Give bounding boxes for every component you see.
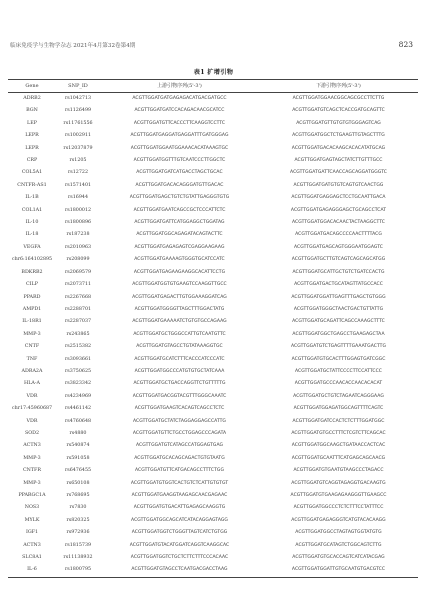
- reverse-primer-cell: ACGTTGGATGATTCAACCAGCAGGATGGGTC: [290, 170, 387, 176]
- gene-cell: BGN: [26, 108, 38, 114]
- reverse-primer-cell: ACGTTGGATGGCTGAGCCTGAAGAGCTAA: [292, 331, 385, 337]
- gene-cell: ACTN3: [23, 542, 41, 548]
- table-row: [8, 564, 418, 577]
- gene-cell: CNTFR-AS1: [17, 182, 47, 188]
- forward-primer-cell: ACGTTGGATGAATCAGCCGCTCCCATTCTC: [133, 207, 226, 213]
- table-row: [8, 93, 418, 106]
- snp-id-cell: rs2010963: [64, 244, 92, 250]
- reverse-primer-cell: ACGTTGGATGAGCAGTGGGAATGGAGTC: [294, 244, 383, 250]
- running-header: 临床免疫学与生物学杂志 2021年4月第32卷第4期: [10, 43, 136, 49]
- table-row: [8, 130, 418, 142]
- snp-id-cell: rs4234969: [64, 393, 92, 399]
- forward-primer-cell: ACGTTGGATGTTCTGCCTGGAGCCCAGATA: [132, 430, 227, 436]
- reverse-primer-cell: ACGTTGGATGGCTCTGAAGTTGTAGCTTTG: [292, 133, 385, 139]
- forward-primer-cell: ACGTTGGATGAAAAGTGGGTGCATCCATC: [134, 257, 225, 263]
- table-row: [8, 229, 418, 241]
- table-row: [8, 428, 418, 440]
- table-row: [8, 329, 418, 341]
- reverse-primer-cell: ACGTTGGATGTGAAGAGAAGGGTTGAAGCC: [290, 493, 387, 498]
- snp-id-cell: rs12722: [67, 170, 88, 176]
- reverse-primer-cell: ACGTTGGATGACACAAGCACACATATGCAG: [291, 145, 386, 151]
- primer-table: [8, 79, 418, 578]
- gene-cell: IL-18: [25, 232, 39, 238]
- gene-cell: LEPR: [25, 145, 39, 151]
- snp-id-cell: rs243865: [66, 331, 90, 337]
- gene-cell: HLA-A: [24, 381, 40, 387]
- forward-primer-cell: ACGTTGGATGAGACTTGTGGAAAGGATCAG: [132, 294, 227, 300]
- forward-primer-cell: ACGTTGGATGACGGTACGTTTGGGCAAATC: [132, 393, 227, 399]
- forward-primer-cell: ACGTTGGATGGTTTGTCAATCCCTTGGCTC: [133, 158, 226, 164]
- snp-id-cell: rs4760648: [64, 418, 92, 424]
- reverse-primer-cell: ACGTTGGATGTGCCTTTCTCGTCTTCAGCAC: [291, 430, 386, 436]
- reverse-primer-cell: ACGTTGGATGGGCTAACTGACTGTTATTG: [293, 306, 384, 312]
- snp-id-cell: rs2267668: [64, 294, 92, 300]
- table-row: [8, 354, 418, 366]
- reverse-primer-cell: ACGTTGGATGACTGCATAGTTATGCCACC: [294, 282, 383, 288]
- table-row: [8, 143, 418, 155]
- forward-primer-cell: ACGTTGGATGTAGCCTCAATGACGACCTAAG: [131, 567, 228, 573]
- snp-id-cell: rs2515382: [64, 344, 92, 350]
- table-row: [8, 341, 418, 353]
- gene-cell: COL1A1: [21, 207, 43, 213]
- table-header-row: [8, 80, 418, 93]
- snp-id-cell: rs3750625: [64, 368, 92, 374]
- forward-primer-cell: ACGTTGGATGTTCACCCTTCAAGGTCCTTC: [133, 120, 226, 126]
- gene-cell: LEP: [27, 120, 37, 126]
- gene-cell: VDR: [26, 393, 38, 399]
- forward-primer-cell: ACGTTGGATGGTGTGAAGTCCAAGGTTGCC: [132, 282, 227, 288]
- gene-cell: IL-1B: [25, 195, 39, 201]
- forward-primer-cell: ACGTTGGATGAGAAGAAGGCACATTCCTG: [133, 269, 226, 275]
- snp-id-cell: rs4461142: [64, 406, 92, 412]
- gene-cell: PPARGC1A: [18, 493, 46, 498]
- page-number: 823: [398, 40, 413, 49]
- table-row: [8, 316, 418, 328]
- table-row: [8, 490, 418, 502]
- snp-id-cell: rs208099: [66, 257, 90, 263]
- reverse-primer-cell: ACGTTGGATGGATTGAGTTTGAGCTGTGGG: [291, 294, 386, 300]
- snp-id-cell: rs4880: [69, 430, 87, 436]
- reverse-primer-cell: ACGTTGGATGGAACGGCAGCGCCTTCTTG: [292, 96, 385, 101]
- gene-cell: CNTFR: [22, 468, 41, 474]
- table-row: [8, 540, 418, 552]
- snp-id-cell: rs768695: [66, 493, 90, 498]
- reverse-primer-cell: ACGTTGGATGTCTGAGTTTTGAAATGACTTG: [290, 344, 387, 350]
- gene-cell: TNF: [26, 356, 38, 362]
- forward-primer-cell: ACGTTGGATGGCAGCATCATACAGGAGTAGG: [131, 517, 228, 523]
- snp-id-cell: rs2288701: [64, 306, 92, 312]
- gene-cell: chr6:164102895: [11, 257, 53, 263]
- table-row: [8, 515, 418, 527]
- snp-id-cell: rs820325: [66, 517, 90, 523]
- forward-primer-cell: ACGTTGGATGAAGGTAAGAGCAACGAGAAC: [131, 493, 228, 498]
- snp-id-cell: rs1571401: [64, 182, 92, 188]
- table-row: [8, 267, 418, 279]
- reverse-primer-cell: ACGTTGGATGTCAGCTCACCGATGCAGTTC: [292, 108, 385, 114]
- gene-cell: MYLK: [24, 517, 40, 523]
- reverse-primer-cell: ACGTTGGATGTGAATGTAAGCCCTAGACC: [293, 468, 384, 474]
- snp-id-cell: rs1002911: [64, 133, 92, 139]
- gene-cell: SOD2: [24, 430, 40, 436]
- forward-primer-cell: ACGTTGGATGGCCCATGTGTGCTATCAAA: [134, 368, 225, 374]
- gene-cell: CRP: [26, 158, 38, 164]
- forward-primer-cell: ACGTTGGATGAAGTCACAGTCAGCCTCTC: [134, 406, 225, 412]
- snp-id-cell: rs1042713: [64, 96, 92, 101]
- reverse-primer-cell: ACGTTGGATGCAGATTCAGCCAAAGCTTTC: [292, 319, 385, 325]
- reverse-primer-cell: ACGTTGGATGTTGTGTGTGGGAGTCAG: [296, 120, 381, 126]
- gene-cell: CILP: [26, 282, 38, 288]
- reverse-primer-cell: ACGTTGGATGTGCACTTTGGAGTGATCGGC: [291, 356, 386, 362]
- table-row: [8, 552, 418, 564]
- forward-primer-cell: ACGTTGGATGAGGATGAGGATTTGATGGGAG: [130, 133, 229, 139]
- table-row: [8, 502, 418, 514]
- forward-primer-cell: ACGTTGGATGTAGCCTGTATAAAGGTGC: [136, 344, 223, 350]
- gene-cell: NOS3: [24, 505, 40, 511]
- reverse-primer-cell: ACGTTGGATGCATAGTCTGGCAGTCTTG: [295, 542, 382, 548]
- table-row: [8, 279, 418, 291]
- snp-id-cell: rs6476455: [64, 468, 92, 474]
- reverse-primer-cell: ACGTTGGATGAGAGGGAGCTGCAGCCTCAT: [290, 207, 387, 213]
- table-row: [8, 465, 418, 477]
- forward-primer-cell: ACGTTGGATGTACATGGATCAGGTCAAGGCAC: [129, 542, 230, 548]
- reverse-primer-cell: ACGTTGGATGCTGTCTAGAATCAGGGAAG: [293, 393, 384, 399]
- reverse-primer-cell: ACGTTGGATGATGTGTCAGTGTCAACTGG: [293, 182, 384, 188]
- forward-primer-cell: ACGTTGGATGAGAGAGTCGAGGAAGAAG: [134, 244, 225, 250]
- table-row: [8, 478, 418, 490]
- table-row: [8, 254, 418, 266]
- gene-cell: BDKRB2: [21, 269, 43, 275]
- forward-primer-cell: ACGTTGGATGTGGTCACTGTCTCATTGTGTGT: [130, 480, 229, 486]
- forward-primer-cell: ACGTTGGATGGAATGGAAACACATAAAGTGC: [130, 145, 229, 151]
- reverse-primer-cell: ACGTTGGATGCAATTTCATGAGCAGCAACG: [291, 455, 386, 461]
- table-row: [8, 304, 418, 316]
- reverse-primer-cell: ACGTTGGATGTCAGGTAGAGGTGACAAGTG: [291, 480, 386, 486]
- reverse-primer-cell: ACGTTGGATGAGGAGCTCCTGCAATTGACA: [291, 195, 386, 201]
- gene-cell: MMP-3: [23, 455, 41, 461]
- forward-primer-cell: ACGTTGGATGGTCTGCTCTTCTTTCCCACAAC: [130, 555, 229, 561]
- reverse-primer-cell: ACGTTGGATGTGCACCAGTCATCATACGAG: [292, 555, 385, 561]
- gene-cell: VDR: [26, 418, 38, 424]
- table-row: [8, 453, 418, 465]
- table-row: [8, 118, 418, 130]
- snp-id-cell: rs1205: [69, 158, 87, 164]
- forward-primer-cell: ACGTTGGATGCATCTTTCACCCATCCCATC: [134, 356, 225, 362]
- table-row: [8, 292, 418, 304]
- table-row: [8, 180, 418, 192]
- table-row: [8, 155, 418, 167]
- snp-id-cell: rs1815739: [64, 542, 92, 548]
- gene-cell: chr17:45960687: [11, 406, 53, 412]
- forward-primer-cell: ACGTTGGATGCTGGGCCATTGTCAATGTTC: [133, 331, 226, 337]
- gene-cell: IL-18R1: [22, 319, 42, 325]
- snp-id-cell: rs1800012: [64, 207, 92, 213]
- table-row: [8, 391, 418, 403]
- gene-cell: IL-10: [25, 220, 39, 226]
- reverse-primer-cell: ACGTTGGATGGAGATGGCAGTTTTCAGTC: [293, 406, 384, 412]
- table-row: [8, 167, 418, 179]
- snp-id-cell: rs12037879: [63, 145, 93, 151]
- forward-primer-cell: ACGTTGGATGCACAGCAGACTGTGTAATG: [134, 455, 225, 461]
- gene-cell: SLC8A1: [22, 555, 42, 561]
- reverse-primer-cell: ACGTTGGATGGACACAACTACTAAGGCTTC: [292, 220, 385, 226]
- snp-id-cell: rs7830: [69, 505, 87, 511]
- snp-id-cell: rs16944: [67, 195, 88, 201]
- forward-primer-cell: ACGTTGGATGATCATGACCTAGCTGCAC: [136, 170, 223, 176]
- forward-primer-cell: ACGTTGGATGATCCACAGACAACGCATCC: [134, 108, 225, 114]
- table-row: [8, 105, 418, 117]
- forward-primer-cell: ACGTTGGATGACACAGGGATGTTGACAC: [135, 182, 224, 188]
- forward-primer-cell: ACGTTGGATGGCAGAGATACAGTACTTC: [136, 232, 223, 238]
- forward-primer-cell: ACGTTGGATGATGAGAGACATGACGATGCC: [132, 96, 227, 101]
- reverse-primer-cell: ACGTTGGATGCTTGTCAGTCAGCAGCATGG: [291, 257, 386, 263]
- column-header-forward-primer: 上游引物序列(5'-3'): [157, 83, 202, 89]
- table-row: [8, 416, 418, 428]
- forward-primer-cell: ACGTTGGATGCTGACCAGGTTCTGTTTTTG: [133, 381, 226, 387]
- forward-primer-cell: ACGTTGGATGTGACATTGAGAGCAAGGTG: [133, 505, 226, 511]
- forward-primer-cell: ACGTTGGATGTCATAGCCATGGAGTGAG: [135, 443, 224, 449]
- gene-cell: IL-6: [27, 567, 37, 573]
- gene-cell: ADRA2A: [21, 368, 43, 374]
- gene-cell: COL5A1: [21, 170, 43, 176]
- gene-cell: ACTN3: [23, 443, 41, 449]
- gene-cell: ADRB2: [23, 96, 41, 101]
- table-body: [8, 93, 418, 578]
- snp-id-cell: rs1800795: [64, 567, 92, 573]
- reverse-primer-cell: ACGTTGGATGAGTAGCTATCTTGTTTGCC: [294, 158, 383, 164]
- snp-id-cell: rs187238: [66, 232, 90, 238]
- table-caption: 表1 扩增引物: [193, 69, 234, 76]
- table-row: [8, 527, 418, 539]
- gene-cell: LEPR: [25, 133, 39, 139]
- gene-cell: PPARD: [23, 294, 41, 300]
- snp-id-cell: rs540874: [66, 443, 90, 449]
- table-row: [8, 242, 418, 254]
- table-row: [8, 192, 418, 204]
- reverse-primer-cell: ACGTTGGATGATCCACTCTCTTTGGATGGC: [292, 418, 385, 424]
- snp-id-cell: rs650108: [66, 480, 90, 486]
- snp-id-cell: rs3823342: [64, 381, 92, 387]
- reverse-primer-cell: ACGTTGGATGAGAGGGTCATGTACACAAGG: [291, 517, 386, 523]
- table-row: [8, 205, 418, 217]
- reverse-primer-cell: ACGTTGGATGACAGCCCCAACTTTTACG: [295, 232, 382, 238]
- reverse-primer-cell: ACGTTGGATGGCCTAGTAGTGGTATGTG: [295, 530, 382, 536]
- snp-id-cell: rs1800896: [64, 220, 92, 226]
- snp-id-cell: rs2073711: [64, 282, 92, 288]
- forward-primer-cell: ACGTTGGATGAGCTGTCTGTATTGAGGGTGTG: [129, 195, 230, 201]
- snp-id-cell: rs11761556: [63, 120, 93, 126]
- gene-cell: CNTF: [24, 344, 40, 350]
- gene-cell: MMP-3: [23, 331, 41, 337]
- snp-id-cell: rs11138932: [63, 555, 93, 561]
- table-row: [8, 366, 418, 378]
- snp-id-cell: rs3093661: [64, 356, 92, 362]
- gene-cell: VEGFA: [23, 244, 41, 250]
- column-header-gene: Gene: [25, 83, 39, 89]
- forward-primer-cell: ACGTTGGATGCTATCTAGGAGGAGCCATTG: [133, 418, 226, 424]
- gene-cell: IGF1: [25, 530, 39, 536]
- column-header-snp-id: SNP_ID: [68, 83, 88, 89]
- gene-cell: MMP-3: [23, 480, 41, 486]
- snp-id-cell: rs2069579: [64, 269, 92, 275]
- forward-primer-cell: ACGTTGGATGTTCATGACAGCCTTTCTGG: [135, 468, 224, 474]
- snp-id-cell: rs972936: [66, 530, 90, 536]
- table-row: [8, 440, 418, 452]
- table-row: [8, 217, 418, 229]
- snp-id-cell: rs1126499: [64, 108, 92, 114]
- forward-primer-cell: ACGTTGGATGAAAAATCTGTGTGCCAGAAG: [132, 319, 227, 325]
- table-row: [8, 378, 418, 390]
- snp-id-cell: rs2287037: [64, 319, 92, 325]
- gene-cell: AMPD1: [22, 306, 42, 312]
- reverse-primer-cell: ACGTTGGATGGATTGTGCAATGTGACGTCC: [291, 567, 386, 573]
- reverse-primer-cell: ACGTTGGATGGCAAGCTGATAACCACTCAC: [291, 443, 386, 449]
- reverse-primer-cell: ACGTTGGATGGCCCTCTCTTTCCTATTTCC: [293, 505, 384, 511]
- forward-primer-cell: ACGTTGGATGGTCTGGGTTAGTCATCTGTGG: [131, 530, 228, 536]
- forward-primer-cell: ACGTTGGATGGGGTTAGCTTTGGACTATG: [134, 306, 225, 312]
- reverse-primer-cell: ACGTTGGATGCCCAACACCAACACACAT: [294, 381, 383, 387]
- table-row: [8, 403, 418, 415]
- snp-id-cell: rs591058: [66, 455, 90, 461]
- forward-primer-cell: ACGTTGGATGATTCATGGAGGCTGGATAG: [134, 220, 225, 226]
- reverse-primer-cell: ACGTTGGATGCATTGCTGTCTGATCCACTG: [292, 269, 385, 275]
- reverse-primer-cell: ACGTTGGATGCTATTCCCCTTCCATTCCC: [294, 368, 383, 374]
- column-header-reverse-primer: 下游引物序列(5'-3'): [316, 83, 361, 89]
